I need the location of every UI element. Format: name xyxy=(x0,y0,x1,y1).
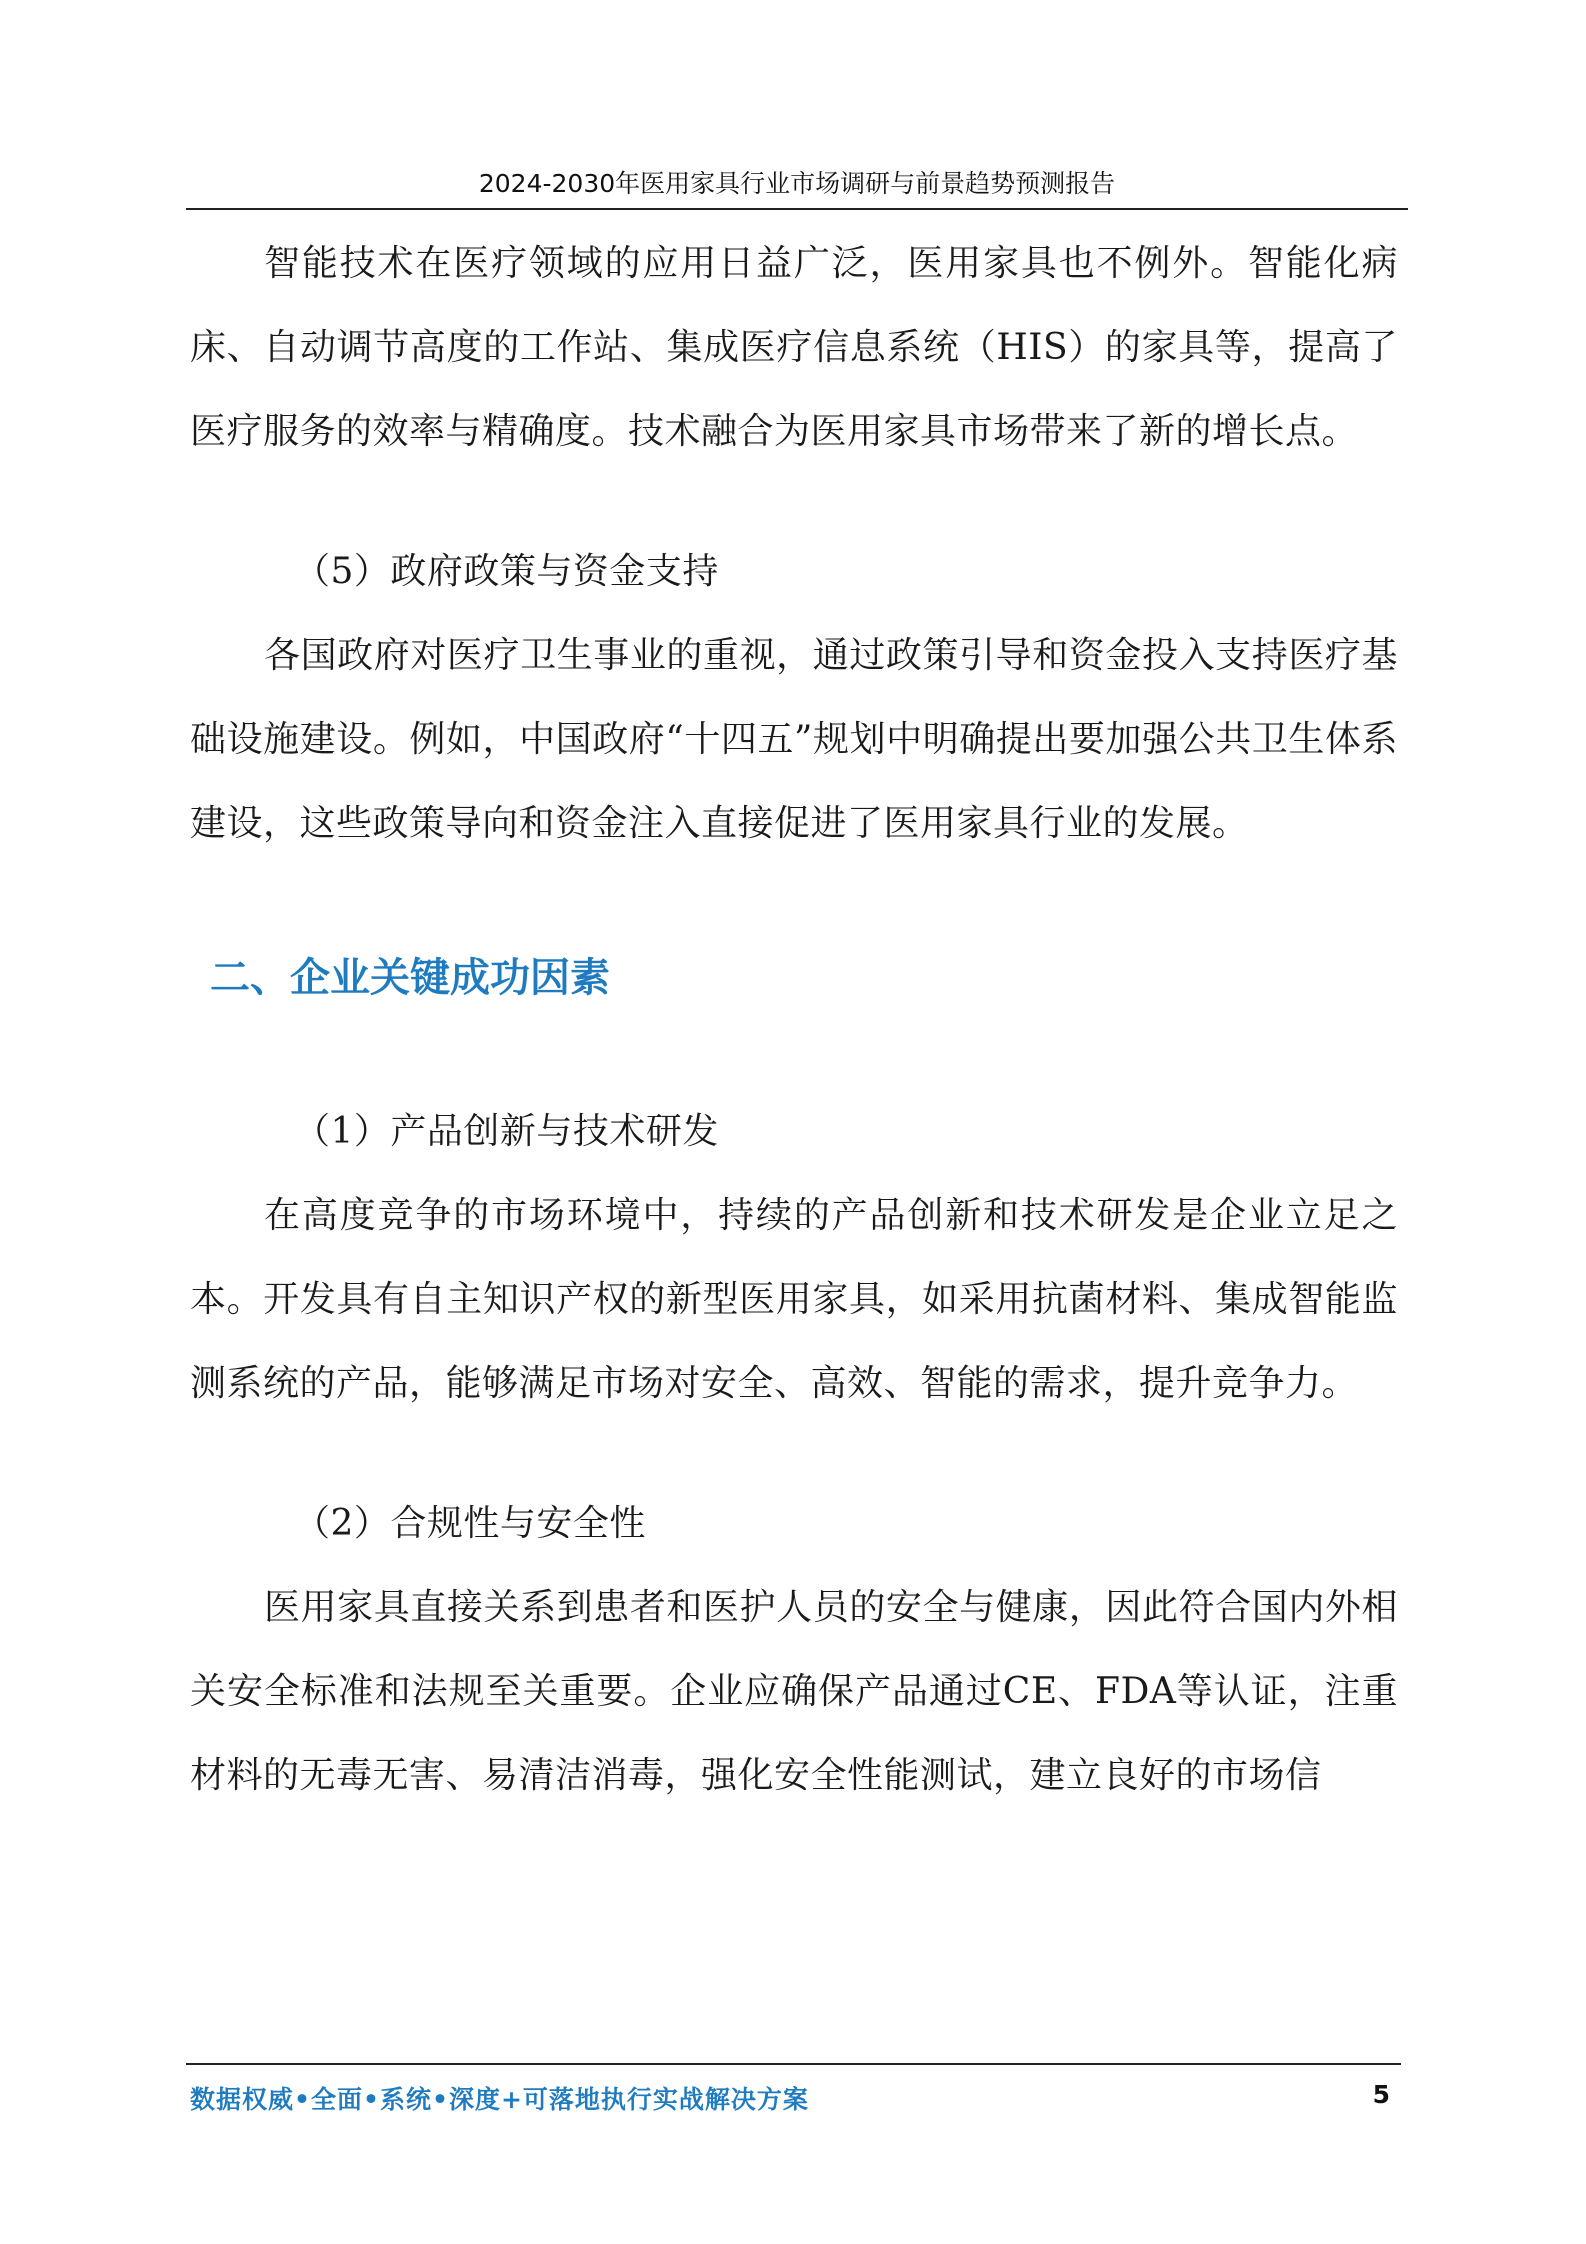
paragraph-product-innovation: 在高度竞争的市场环境中，持续的产品创新和技术研发是企业立足之本。开发具有自主知识产权的新型医用家具，如采用抗菌材料、集成智能监测系统的产品，能够满足市场对安全、高效、智能的需求，提升竞争力。 xyxy=(190,1195,1398,1404)
page-header-title: 2024-2030年医用家具行业市场调研与前景趋势预测报告 xyxy=(478,169,1116,198)
spacer xyxy=(190,474,1398,530)
document-body xyxy=(190,222,1398,1818)
spacer xyxy=(190,1020,1398,1090)
page-number: 5 xyxy=(1372,2080,1390,2109)
paragraph-smart-technology: 智能技术在医疗领域的应用日益广泛，医用家具也不例外。智能化病床、自动调节高度的工作站、集成医疗信息系统（HIS）的家具等，提高了医疗服务的效率与精确度。技术融合为医用家具市场带来了新的增长点。 xyxy=(190,243,1398,452)
subheading-product-innovation: （1）产品创新与技术研发 xyxy=(294,1111,719,1152)
subheading-compliance-safety: （2）合规性与安全性 xyxy=(294,1503,646,1544)
header-divider xyxy=(186,208,1408,210)
paragraph-compliance-safety: 医用家具直接关系到患者和医护人员的安全与健康，因此符合国内外相关安全标准和法规至关重要。企业应确保产品通过CE、FDA等认证，注重材料的无毒无害、易清洁消毒，强化安全性能测试，建立良好的市场信 xyxy=(190,1587,1398,1796)
spacer xyxy=(190,1426,1398,1482)
footer-divider xyxy=(186,2063,1401,2065)
paragraph-government-policy: 各国政府对医疗卫生事业的重视，通过政策引导和资金投入支持医疗基础设施建设。例如，中国政府“十四五”规划中明确提出要加强公共卫生体系建设，这些政策导向和资金注入直接促进了医用家具行业的发展。 xyxy=(190,635,1398,844)
subheading-government-policy: （5）政府政策与资金支持 xyxy=(294,551,719,592)
footer-tagline: 数据权威•全面•系统•深度+可落地执行实战解决方案 xyxy=(190,2085,809,2114)
section-title-key-success-factors: 二、企业关键成功因素 xyxy=(210,955,610,1001)
spacer xyxy=(190,866,1398,936)
